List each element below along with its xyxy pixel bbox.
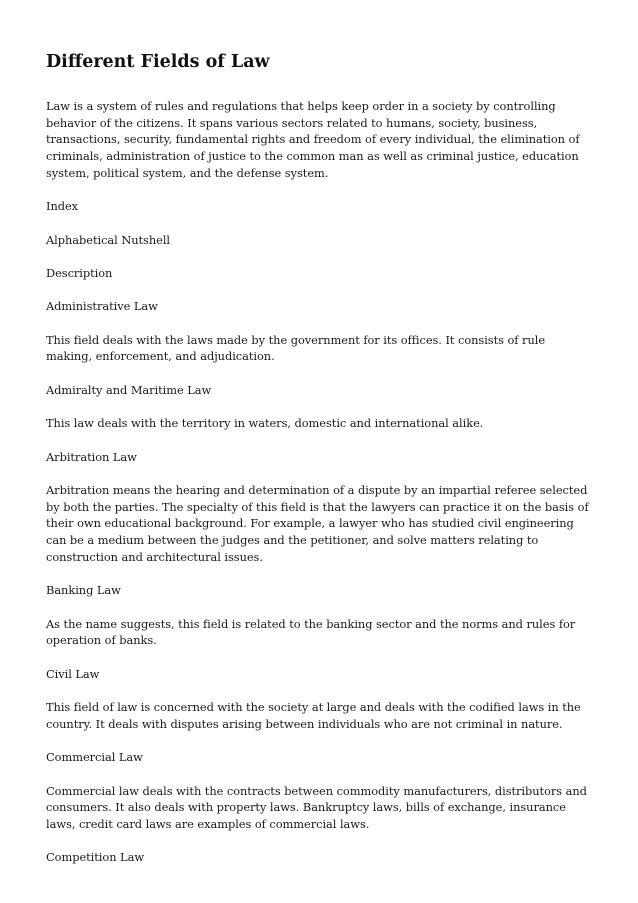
- heading-banking-law: Banking Law: [46, 583, 121, 598]
- document-page: [46, 52, 594, 883]
- heading-commercial-law: Commercial Law: [46, 750, 143, 765]
- section-label-description: Description: [46, 265, 113, 280]
- paragraph-administrative-law: This field deals with the laws made by the government for its offices. It consists of rule making, enforcement, and adjudication.: [46, 332, 546, 364]
- paragraph-banking-law: As the name suggests, this field is related to the banking sector and the norms and rules for operation of banks.: [46, 616, 576, 648]
- heading-administrative-law: Administrative Law: [46, 299, 158, 314]
- heading-competition-law: Competition Law: [46, 850, 145, 865]
- heading-arbitration-law: Arbitration Law: [46, 449, 137, 464]
- section-label-index: Index: [46, 199, 79, 214]
- paragraph-arbitration-law: Arbitration means the hearing and determination of a dispute by an impartial referee selected by both the parties. The specialty of this field is that the lawyers can practice it on the basis of their own educational background. For example, a lawyer who has studied civil engineering can be a medium between the judges and the petitioner, and solve matters relating to construction and architectural issues.: [46, 483, 589, 564]
- heading-admiralty-maritime-law: Admiralty and Maritime Law: [46, 382, 212, 397]
- section-label-alphabetical-nutshell: Alphabetical Nutshell: [46, 232, 171, 247]
- paragraph-commercial-law: Commercial law deals with the contracts between commodity manufacturers, distributors and consumers. It also deals with property laws. Bankruptcy laws, bills of exchange, insurance laws, credit card laws are examples of commercial laws.: [46, 783, 587, 831]
- paragraph-civil-law: This field of law is concerned with the society at large and deals with the codified laws in the country. It deals with disputes arising between individuals who are not criminal in nature.: [46, 700, 581, 731]
- intro-paragraph: Law is a system of rules and regulations that helps keep order in a society by controlling behavior of the citizens. It spans various sectors related to humans, society, business, transactions, security, fundamental rights and freedom of every individual, the elimination of criminals, administration of justice to the common man as well as criminal justice, education system, political system, and the defense system.: [46, 99, 580, 180]
- heading-civil-law: Civil Law: [46, 666, 100, 681]
- page-title: Different Fields of Law: [46, 52, 270, 72]
- paragraph-admiralty-maritime-law: This law deals with the territory in waters, domestic and international alike.: [46, 416, 484, 431]
